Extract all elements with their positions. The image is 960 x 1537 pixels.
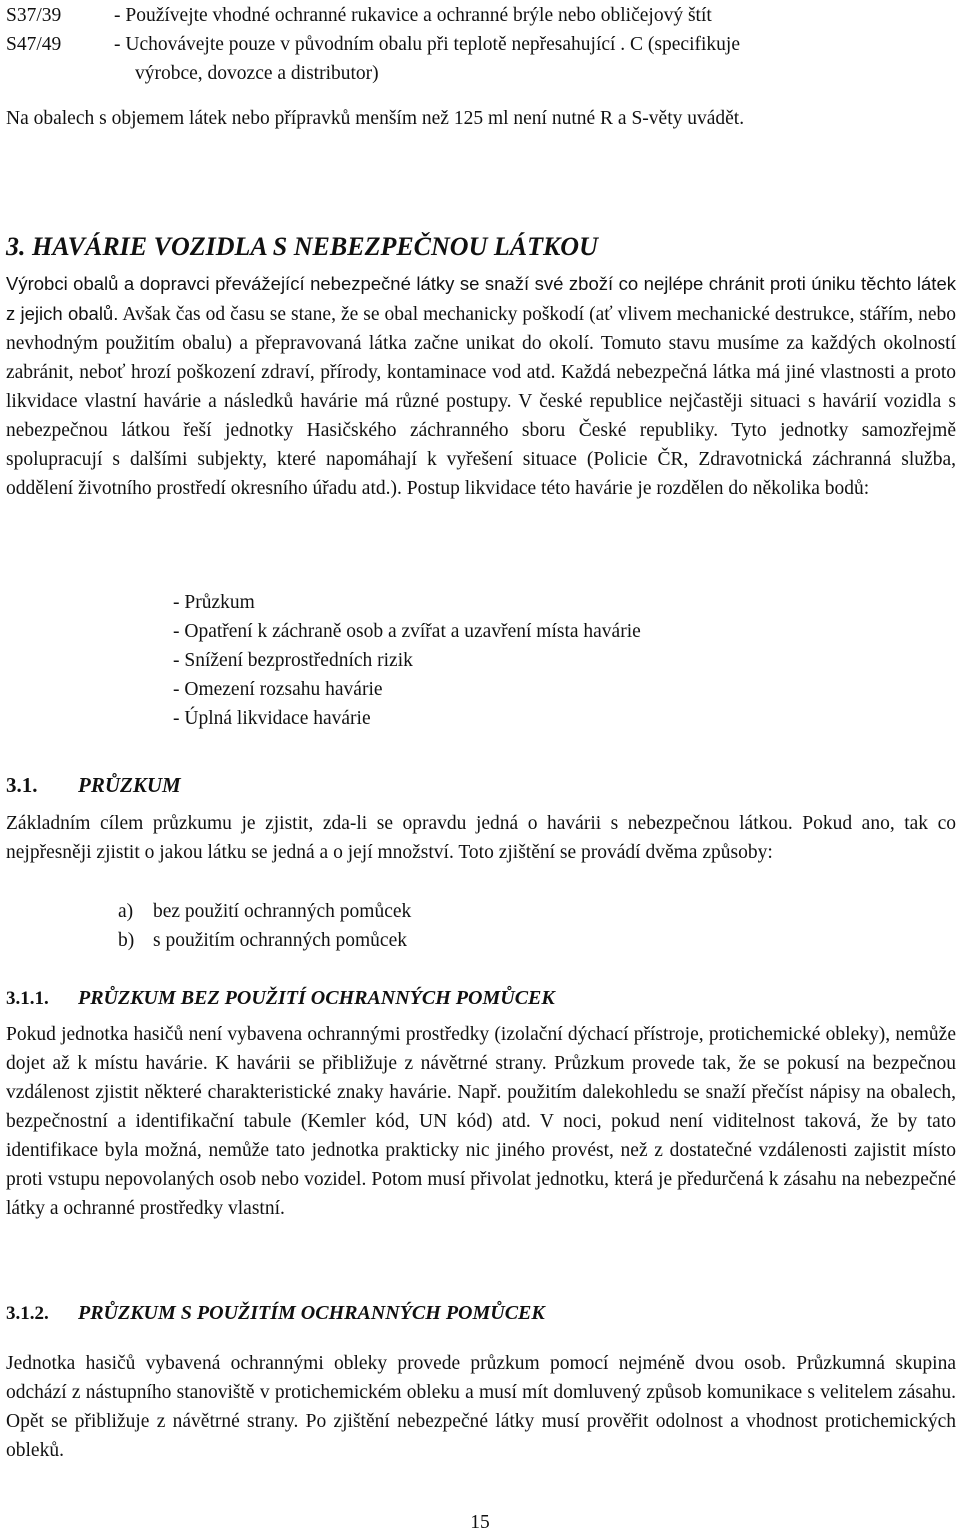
section-3-title: HAVÁRIE VOZIDLA S NEBEZPEČNOU LÁTKOU [32, 232, 598, 261]
page-number: 15 [470, 1512, 490, 1533]
option-a-text: bez použití ochranných pomůcek [153, 901, 412, 922]
section-3-heading [6, 232, 598, 262]
safety-code-s47: S47/49 [6, 34, 62, 55]
section-3-1-1-number: 3.1.1. [6, 988, 49, 1009]
list-item: - Opatření k záchraně osob a zvířat a uzavření místa havárie [173, 621, 641, 642]
section-3-text: Avšak čas od času se stane, že se obal mechanicky poškodí (ať vlivem mechanické destrukce, stářím, nebo nevhodným použitím obalu) a přepravovaná látka začne unikat do okolí. Tomuto stavu musíme za každých okolností zabránit, neboť hrozí poškození zdraví, přírody, kontaminace vod atd. Každá nebezpečná látka má jiné vlastnosti a proto likvidace vlastní havárie a následků havárie má různé postupy. V české republice nejčastěji situaci s havárií vozidla s nebezpečnou látkou řeší jednotky Hasičského záchranného sboru České republiky. Tyto jednotky samozřejmě spolupracují s dalšími subjekty, které napomáhají k vyřešení situace (Policie ČR, Zdravotnická záchranná služba, oddělení životního prostředí okresního úřadu atd.). Postup likvidace této havárie je rozdělen do několika bodů: [6, 304, 957, 499]
list-item: - Omezení rozsahu havárie [173, 679, 383, 700]
section-3-body [6, 269, 956, 503]
section-3-1-1-body: Pokud jednotka hasičů není vybavena ochrannými prostředky (izolační dýchací přístroje, protichemické obleky), nemůže dojet až k místu havárie. K havárii se přibližuje z návětrné strany. Průzkum provede tak, že se pokusí na bezpečnou vzdálenost zjistit některé charakteristické znaky havárie. Např. použitím dalekohledu se snaží přečíst nápisy na obalech, bezpečnostní a identifikační tabule (Kemler kód, UN kód) atd. V noci, pokud není viditelnost taková, že by tato identifikace byla možná, nemůže tato jednotka prakticky nic jiného provést, než z dostatečné vzdálenosti zajistit místo proti vstupu nepovolaných osob nebo vozidel. Potom musí přivolat jednotku, která je předurčená k zásahu na nebezpečné látky a ochranné prostředky vlastní. [6, 1024, 956, 1219]
section-3-1-1-title: PRŮZKUM BEZ POUŽITÍ OCHRANNÝCH POMŮCEK [78, 987, 555, 1009]
option-a-label: a) [118, 901, 134, 922]
section-3-1-title: PRŮZKUM [78, 773, 181, 797]
option-b-label: b) [118, 930, 135, 951]
section-3-1-2-body: Jednotka hasičů vybavená ochrannými obleky provede průzkum pomocí nejméně dvou osob. Průzkumná skupina odchází z nástupního stanoviště v protichemickém obleku a musí mít domluvený způsob komunikace s velitelem zásahu. Opět se přibližuje z návětrné strany. Po zjištění nebezpečné látky musí prověřit odolnost a vhodnost protichemických obleků. [6, 1353, 956, 1461]
section-3-intro: Výrobci obalů a dopravci převážející nebezpečné látky se snaží své zboží co nejlépe chránit proti úniku těchto látek z jejich obalů. [6, 273, 956, 324]
small-package-note: Na obalech s objemem látek nebo přípravků menším než 125 ml není nutné R a S-věty uvádět. [6, 108, 745, 129]
section-3-1-2-number: 3.1.2. [6, 1303, 49, 1324]
section-3-1-2-title: PRŮZKUM S POUŽITÍM OCHRANNÝCH POMŮCEK [78, 1302, 545, 1324]
safety-code-s37: S37/39 [6, 5, 62, 26]
safety-text-s47: - Uchovávejte pouze v původním obalu při teplotě nepřesahující . C (specifikuje [114, 34, 740, 55]
option-b-text: s použitím ochranných pomůcek [153, 930, 407, 951]
safety-text-s37: - Používejte vhodné ochranné rukavice a ochranné brýle nebo obličejový štít [114, 5, 712, 26]
safety-text-s47-cont: výrobce, dovozce a distributor) [135, 63, 379, 84]
section-3-1-body: Základním cílem průzkumu je zjistit, zda-li se opravdu jedná o havárii s nebezpečnou látkou. Pokud ano, tak co nejpřesněji zjistit o jakou látku se jedná a o její množství. Toto zjištění se provádí dvěma způsoby: [6, 813, 956, 863]
list-item: - Průzkum [173, 592, 255, 613]
list-item: - Snížení bezprostředních rizik [173, 650, 413, 671]
section-3-number: 3. [6, 232, 26, 261]
list-item: - Úplná likvidace havárie [173, 708, 371, 729]
section-3-1-number: 3.1. [6, 773, 38, 797]
